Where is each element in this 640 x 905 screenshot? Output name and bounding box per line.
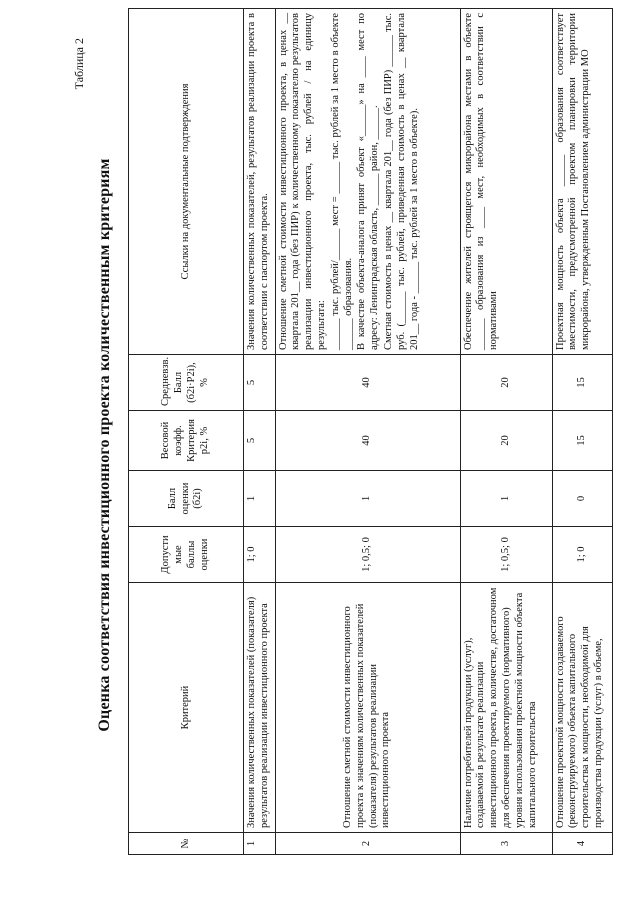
header-weight: Весовой коэфф. Критерия p2i, % bbox=[129, 411, 244, 471]
criteria-table bbox=[128, 8, 613, 855]
table-row bbox=[244, 9, 276, 855]
ref-paragraph: В качестве объекта-аналога принят объект «______» на ____ мест по адресу: Ленинградская область, ______ район, ______. bbox=[356, 13, 381, 350]
table-label: Таблица 2 bbox=[72, 38, 86, 90]
row-criterion: Отношение проектной мощности создаваемого (реконструируемого) объекта капитального строительства к мощности, необходимой для производства продукции (услуг) в объеме, bbox=[552, 583, 612, 833]
row-score: 1 bbox=[275, 471, 460, 527]
ref-paragraph: Значения количественных показателей, результатов реализации проекта в соответствии с паспортом проекта. bbox=[246, 13, 270, 350]
row-weight: 40 bbox=[275, 411, 460, 471]
row-weight: 5 bbox=[244, 411, 276, 471]
document-heading: Оценка соответствия инвестиционного проекта количественным критериям bbox=[96, 158, 113, 732]
ref-paragraph: ______ тыс. рублей/______ мест = ______ тыс. рублей за 1 место в объекте ______ образования. bbox=[329, 13, 354, 350]
row-score: 1 bbox=[244, 471, 276, 527]
row-num: 3 bbox=[460, 833, 552, 855]
row-criterion: Значения количественных показателей (показателя) результатов реализации инвестиционного проекта bbox=[244, 583, 276, 833]
ref-paragraph: Обеспечение жителей строящегося микрорайона местами в объекте ______ образования из ____ мест, необходимых в соответствии с нормативами bbox=[462, 13, 500, 350]
row-weight: 15 bbox=[552, 411, 612, 471]
row-num: 4 bbox=[552, 833, 612, 855]
row-refs bbox=[244, 9, 276, 355]
row-weight: 20 bbox=[460, 411, 552, 471]
ref-paragraph: Сметная стоимость в ценах __ квартала 201__ года (без ПИР) ______ тыс. руб. (______ тыс. рублей, приведенная стоимость в ценах __ квартала 201__ года - ______ тыс. рублей за 1 место в объекте). bbox=[382, 13, 420, 350]
header-weighted: Средневзв. Балл (б2i·P2i), % bbox=[129, 355, 244, 411]
row-weighted: 15 bbox=[552, 355, 612, 411]
row-num: 2 bbox=[275, 833, 460, 855]
ref-paragraph: Отношение сметной стоимости инвестиционного проекта, в ценах __ квартала 201__ года (без ПИР) к количественному показателю результатов реализации инвестиционного проекта, тыс. рублей / на единицу результата: bbox=[277, 13, 327, 350]
row-weighted: 5 bbox=[244, 355, 276, 411]
ref-paragraph: Проектная мощность объекта ______ образования соответствует вместимости, предусмотренной проектом планировки территории микрорайона, утвержденным Постановлением администрации МО bbox=[554, 13, 592, 350]
row-allowed: 1; 0 bbox=[244, 527, 276, 583]
header-criterion: Критерий bbox=[129, 583, 244, 833]
row-refs bbox=[275, 9, 460, 355]
row-refs bbox=[552, 9, 612, 355]
row-score: 0 bbox=[552, 471, 612, 527]
header-allowed: Допусти мые баллы оценки bbox=[129, 527, 244, 583]
row-allowed: 1; 0,5; 0 bbox=[275, 527, 460, 583]
header-num: № bbox=[129, 833, 244, 855]
row-num: 1 bbox=[244, 833, 276, 855]
row-criterion: Отношение сметной стоимости инвестиционного проекта к значениям количественных показателей (показателя) результатов реализации инвестиционного проекта bbox=[275, 583, 460, 833]
header-refs: Ссылки на документальные подтверждения bbox=[129, 9, 244, 355]
table-row bbox=[552, 9, 612, 855]
row-weighted: 20 bbox=[460, 355, 552, 411]
row-allowed: 1; 0 bbox=[552, 527, 612, 583]
table-row bbox=[460, 9, 552, 855]
table-row bbox=[275, 9, 460, 855]
row-weighted: 40 bbox=[275, 355, 460, 411]
row-refs bbox=[460, 9, 552, 355]
row-score: 1 bbox=[460, 471, 552, 527]
row-allowed: 1; 0,5; 0 bbox=[460, 527, 552, 583]
row-criterion: Наличие потребителей продукции (услуг), создаваемой в результате реализации инвестиционного проекта, в количестве, достаточном для обеспечения проектируемого (нормативного) уровня использования проектной мощности объекта капитального строительства bbox=[460, 583, 552, 833]
table-header-row bbox=[129, 9, 244, 855]
header-score: Балл оценки (б2i) bbox=[129, 471, 244, 527]
